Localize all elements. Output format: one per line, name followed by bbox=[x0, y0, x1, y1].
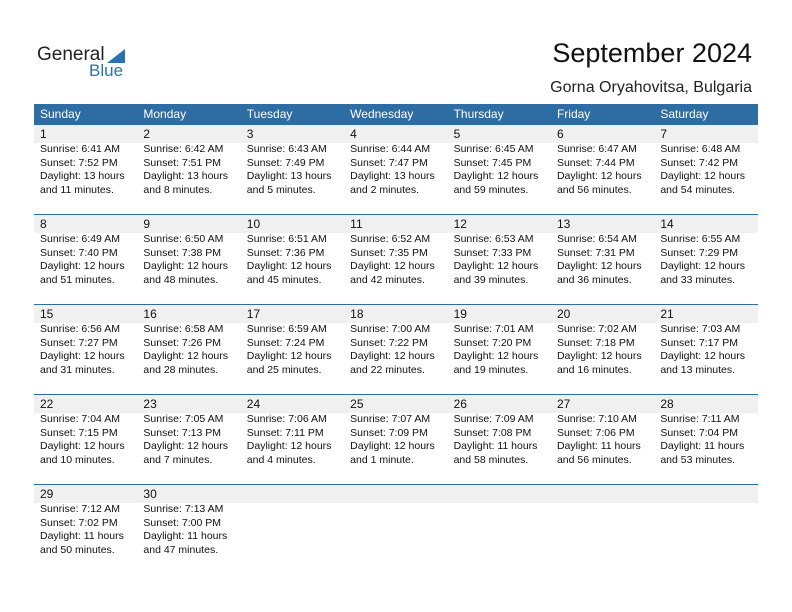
day-minutes: and 25 minutes. bbox=[246, 363, 322, 376]
day-number: 26 bbox=[453, 397, 467, 411]
day-sunrise: Sunrise: 6:58 AM bbox=[143, 323, 224, 335]
day-daylight: Daylight: 12 hours bbox=[453, 350, 539, 362]
day-daylight: Daylight: 12 hours bbox=[40, 440, 125, 452]
day-cell bbox=[241, 215, 344, 287]
day-cell bbox=[137, 485, 240, 557]
day-number: 29 bbox=[40, 487, 54, 501]
day-minutes: and 19 minutes. bbox=[453, 363, 529, 376]
day-cell bbox=[34, 485, 137, 557]
day-minutes: and 2 minutes. bbox=[350, 183, 420, 196]
day-daylight: Daylight: 13 hours bbox=[350, 170, 435, 182]
day-number: 6 bbox=[556, 127, 564, 141]
day-cell bbox=[241, 125, 344, 197]
day-number: 1 bbox=[40, 127, 47, 141]
day-minutes: and 39 minutes. bbox=[453, 273, 529, 286]
day-cell bbox=[137, 215, 240, 287]
day-sunset: Sunset: 7:47 PM bbox=[350, 156, 428, 169]
day-number: 20 bbox=[556, 307, 571, 321]
day-sunrise: Sunrise: 7:10 AM bbox=[556, 413, 637, 425]
day-number: 28 bbox=[660, 397, 674, 411]
weekday-header: Tuesday bbox=[246, 107, 293, 121]
day-sunrise: Sunrise: 6:52 AM bbox=[350, 233, 431, 245]
day-daylight: Daylight: 12 hours bbox=[556, 170, 642, 182]
day-daylight: Daylight: 12 hours bbox=[660, 260, 745, 272]
day-number: 3 bbox=[246, 127, 254, 141]
day-number: 24 bbox=[246, 397, 261, 411]
day-minutes: and 13 minutes. bbox=[660, 363, 736, 376]
week-row bbox=[34, 485, 758, 574]
day-minutes: and 42 minutes. bbox=[350, 273, 425, 286]
day-cell bbox=[448, 215, 551, 287]
day-minutes: and 5 minutes. bbox=[246, 183, 316, 196]
location-subtitle: Gorna Oryahovitsa, Bulgaria bbox=[550, 79, 752, 96]
logo-text-general: General bbox=[37, 44, 105, 65]
week-row bbox=[34, 215, 758, 305]
day-number: 25 bbox=[350, 397, 364, 411]
day-sunset: Sunset: 7:29 PM bbox=[660, 246, 738, 259]
day-sunset: Sunset: 7:17 PM bbox=[660, 336, 738, 349]
day-sunset: Sunset: 7:02 PM bbox=[40, 516, 118, 529]
day-sunset: Sunset: 7:26 PM bbox=[143, 336, 222, 349]
day-minutes: and 48 minutes. bbox=[143, 273, 219, 286]
day-daylight: Daylight: 13 hours bbox=[246, 170, 332, 182]
week-days bbox=[34, 305, 758, 377]
day-sunrise: Sunrise: 7:06 AM bbox=[246, 413, 327, 425]
day-daylight: Daylight: 12 hours bbox=[453, 170, 539, 182]
day-sunset: Sunset: 7:15 PM bbox=[40, 426, 118, 439]
day-number: 18 bbox=[350, 307, 364, 321]
day-sunset: Sunset: 7:51 PM bbox=[143, 156, 222, 169]
day-sunset: Sunset: 7:13 PM bbox=[143, 426, 222, 439]
day-sunset: Sunset: 7:33 PM bbox=[453, 246, 532, 259]
day-number: 21 bbox=[660, 307, 674, 321]
day-daylight: Daylight: 12 hours bbox=[143, 350, 229, 362]
weekday-header: Monday bbox=[143, 107, 187, 121]
day-minutes: and 50 minutes. bbox=[40, 543, 115, 556]
weekday-header: Saturday bbox=[660, 107, 709, 121]
day-cell bbox=[344, 215, 447, 287]
day-cell bbox=[344, 395, 447, 467]
day-cell bbox=[34, 215, 137, 287]
day-daylight: Daylight: 13 hours bbox=[40, 170, 125, 182]
day-daylight: Daylight: 12 hours bbox=[246, 350, 332, 362]
day-sunrise: Sunrise: 7:05 AM bbox=[143, 413, 224, 425]
day-minutes: and 8 minutes. bbox=[143, 183, 213, 196]
day-cell bbox=[448, 485, 551, 557]
day-daylight: Daylight: 12 hours bbox=[350, 440, 435, 452]
week-days bbox=[34, 395, 758, 467]
day-sunrise: Sunrise: 6:41 AM bbox=[40, 143, 120, 155]
day-number: 10 bbox=[246, 217, 261, 231]
day-sunset: Sunset: 7:49 PM bbox=[246, 156, 325, 169]
day-sunset: Sunset: 7:45 PM bbox=[453, 156, 532, 169]
day-daylight: Daylight: 12 hours bbox=[143, 440, 229, 452]
day-sunrise: Sunrise: 6:45 AM bbox=[453, 143, 534, 155]
day-sunrise: Sunrise: 6:44 AM bbox=[350, 143, 431, 155]
day-daylight: Daylight: 12 hours bbox=[660, 350, 745, 362]
day-number: 7 bbox=[660, 127, 668, 141]
day-sunrise: Sunrise: 6:43 AM bbox=[246, 143, 327, 155]
day-minutes: and 58 minutes. bbox=[453, 453, 529, 466]
day-cell bbox=[137, 125, 240, 197]
day-daylight: Daylight: 12 hours bbox=[660, 170, 745, 182]
day-minutes: and 11 minutes. bbox=[40, 183, 114, 196]
day-daylight: Daylight: 11 hours bbox=[40, 530, 124, 542]
day-cell bbox=[344, 125, 447, 197]
day-minutes: and 10 minutes. bbox=[40, 453, 115, 466]
day-minutes: and 33 minutes. bbox=[660, 273, 736, 286]
day-sunset: Sunset: 7:08 PM bbox=[453, 426, 532, 439]
day-cell bbox=[551, 395, 654, 467]
day-cell bbox=[654, 305, 757, 377]
day-sunset: Sunset: 7:09 PM bbox=[350, 426, 428, 439]
day-daylight: Daylight: 12 hours bbox=[556, 260, 642, 272]
weekday-header-row bbox=[34, 104, 758, 125]
day-daylight: Daylight: 13 hours bbox=[143, 170, 229, 182]
day-cell bbox=[448, 395, 551, 467]
week-days bbox=[34, 125, 758, 197]
day-sunset: Sunset: 7:00 PM bbox=[143, 516, 222, 529]
calendar-grid bbox=[34, 104, 758, 574]
day-cell bbox=[551, 215, 654, 287]
day-cell bbox=[551, 485, 654, 557]
day-number: 4 bbox=[350, 127, 357, 141]
day-daylight: Daylight: 11 hours bbox=[556, 440, 641, 452]
day-number: 17 bbox=[246, 307, 261, 321]
day-sunset: Sunset: 7:42 PM bbox=[660, 156, 738, 169]
day-number: 2 bbox=[143, 127, 151, 141]
day-cell bbox=[654, 215, 757, 287]
weekday-header: Wednesday bbox=[350, 107, 414, 121]
day-sunset: Sunset: 7:22 PM bbox=[350, 336, 428, 349]
day-sunset: Sunset: 7:36 PM bbox=[246, 246, 325, 259]
day-cell bbox=[654, 395, 757, 467]
day-daylight: Daylight: 12 hours bbox=[350, 350, 435, 362]
day-sunrise: Sunrise: 6:54 AM bbox=[556, 233, 637, 245]
day-minutes: and 1 minute. bbox=[350, 453, 414, 466]
day-daylight: Daylight: 12 hours bbox=[246, 260, 332, 272]
week-row bbox=[34, 305, 758, 395]
day-cell bbox=[654, 125, 757, 197]
day-cell bbox=[551, 125, 654, 197]
day-daylight: Daylight: 11 hours bbox=[143, 530, 228, 542]
day-sunrise: Sunrise: 6:49 AM bbox=[40, 233, 120, 245]
day-cell bbox=[34, 125, 137, 197]
brand-logo bbox=[37, 44, 137, 80]
logo-text-blue: Blue bbox=[89, 61, 124, 80]
day-minutes: and 51 minutes. bbox=[40, 273, 115, 286]
day-minutes: and 59 minutes. bbox=[453, 183, 529, 196]
day-number: 16 bbox=[143, 307, 157, 321]
day-sunrise: Sunrise: 7:11 AM bbox=[660, 413, 740, 425]
day-cell bbox=[241, 305, 344, 377]
weekday-header: Thursday bbox=[453, 107, 504, 121]
week-row bbox=[34, 125, 758, 215]
day-minutes: and 53 minutes. bbox=[660, 453, 736, 466]
day-daylight: Daylight: 11 hours bbox=[453, 440, 538, 452]
day-daylight: Daylight: 12 hours bbox=[350, 260, 435, 272]
week-days bbox=[34, 215, 758, 287]
day-daylight: Daylight: 11 hours bbox=[660, 440, 745, 452]
day-number: 11 bbox=[350, 217, 363, 231]
day-sunset: Sunset: 7:20 PM bbox=[453, 336, 532, 349]
day-number: 5 bbox=[453, 127, 461, 141]
day-number: 15 bbox=[40, 307, 54, 321]
day-number: 19 bbox=[453, 307, 467, 321]
day-sunrise: Sunrise: 7:01 AM bbox=[453, 323, 534, 335]
day-number: 14 bbox=[660, 217, 674, 231]
day-sunset: Sunset: 7:52 PM bbox=[40, 156, 118, 169]
day-minutes: and 22 minutes. bbox=[350, 363, 425, 376]
day-cell bbox=[241, 395, 344, 467]
day-number: 30 bbox=[143, 487, 157, 501]
day-minutes: and 56 minutes. bbox=[556, 183, 632, 196]
day-minutes: and 16 minutes. bbox=[556, 363, 632, 376]
day-minutes: and 56 minutes. bbox=[556, 453, 632, 466]
day-sunrise: Sunrise: 6:51 AM bbox=[246, 233, 327, 245]
day-sunrise: Sunrise: 7:12 AM bbox=[40, 503, 120, 515]
day-minutes: and 4 minutes. bbox=[246, 453, 316, 466]
day-cell bbox=[448, 305, 551, 377]
day-minutes: and 45 minutes. bbox=[246, 273, 322, 286]
week-days bbox=[34, 485, 758, 557]
day-cell bbox=[137, 305, 240, 377]
day-sunset: Sunset: 7:44 PM bbox=[556, 156, 635, 169]
day-daylight: Daylight: 12 hours bbox=[143, 260, 229, 272]
week-row bbox=[34, 395, 758, 485]
day-number: 12 bbox=[453, 217, 467, 231]
day-sunrise: Sunrise: 6:53 AM bbox=[453, 233, 534, 245]
day-sunrise: Sunrise: 6:42 AM bbox=[143, 143, 224, 155]
day-daylight: Daylight: 12 hours bbox=[556, 350, 642, 362]
day-number: 8 bbox=[40, 217, 47, 231]
day-sunrise: Sunrise: 6:50 AM bbox=[143, 233, 224, 245]
day-sunrise: Sunrise: 7:03 AM bbox=[660, 323, 741, 335]
day-sunset: Sunset: 7:38 PM bbox=[143, 246, 222, 259]
weekday-header: Friday bbox=[556, 107, 591, 121]
day-sunrise: Sunrise: 6:59 AM bbox=[246, 323, 327, 335]
day-minutes: and 36 minutes. bbox=[556, 273, 632, 286]
day-sunset: Sunset: 7:24 PM bbox=[246, 336, 325, 349]
day-cell bbox=[551, 305, 654, 377]
day-daylight: Daylight: 12 hours bbox=[40, 350, 125, 362]
day-minutes: and 47 minutes. bbox=[143, 543, 219, 556]
day-number: 9 bbox=[143, 217, 151, 231]
day-sunset: Sunset: 7:31 PM bbox=[556, 246, 635, 259]
day-sunset: Sunset: 7:11 PM bbox=[246, 426, 324, 439]
day-sunset: Sunset: 7:40 PM bbox=[40, 246, 118, 259]
day-minutes: and 31 minutes. bbox=[40, 363, 115, 376]
day-minutes: and 28 minutes. bbox=[143, 363, 219, 376]
day-cell bbox=[34, 305, 137, 377]
day-daylight: Daylight: 12 hours bbox=[246, 440, 332, 452]
day-sunrise: Sunrise: 6:47 AM bbox=[556, 143, 637, 155]
day-cell bbox=[137, 395, 240, 467]
day-cell bbox=[241, 485, 344, 557]
weekday-header: Sunday bbox=[40, 107, 81, 121]
day-sunset: Sunset: 7:27 PM bbox=[40, 336, 118, 349]
day-sunset: Sunset: 7:04 PM bbox=[660, 426, 738, 439]
day-sunset: Sunset: 7:06 PM bbox=[556, 426, 635, 439]
day-cell bbox=[654, 485, 757, 557]
day-number: 13 bbox=[556, 217, 571, 231]
day-number: 27 bbox=[556, 397, 571, 411]
weeks-container bbox=[34, 125, 758, 574]
day-sunrise: Sunrise: 7:04 AM bbox=[40, 413, 120, 425]
day-sunrise: Sunrise: 7:13 AM bbox=[143, 503, 224, 515]
day-sunset: Sunset: 7:35 PM bbox=[350, 246, 428, 259]
day-minutes: and 54 minutes. bbox=[660, 183, 736, 196]
day-number: 23 bbox=[143, 397, 157, 411]
day-sunrise: Sunrise: 6:48 AM bbox=[660, 143, 741, 155]
day-sunrise: Sunrise: 6:56 AM bbox=[40, 323, 120, 335]
day-daylight: Daylight: 12 hours bbox=[453, 260, 539, 272]
day-sunrise: Sunrise: 7:07 AM bbox=[350, 413, 431, 425]
day-cell bbox=[34, 395, 137, 467]
day-cell bbox=[344, 485, 447, 557]
day-cell bbox=[344, 305, 447, 377]
day-sunrise: Sunrise: 7:09 AM bbox=[453, 413, 534, 425]
day-minutes: and 7 minutes. bbox=[143, 453, 213, 466]
day-sunset: Sunset: 7:18 PM bbox=[556, 336, 635, 349]
day-sunrise: Sunrise: 6:55 AM bbox=[660, 233, 741, 245]
day-cell bbox=[448, 125, 551, 197]
day-daylight: Daylight: 12 hours bbox=[40, 260, 125, 272]
page-title: September 2024 bbox=[552, 38, 752, 68]
day-sunrise: Sunrise: 7:02 AM bbox=[556, 323, 637, 335]
day-number: 22 bbox=[40, 397, 54, 411]
day-sunrise: Sunrise: 7:00 AM bbox=[350, 323, 431, 335]
